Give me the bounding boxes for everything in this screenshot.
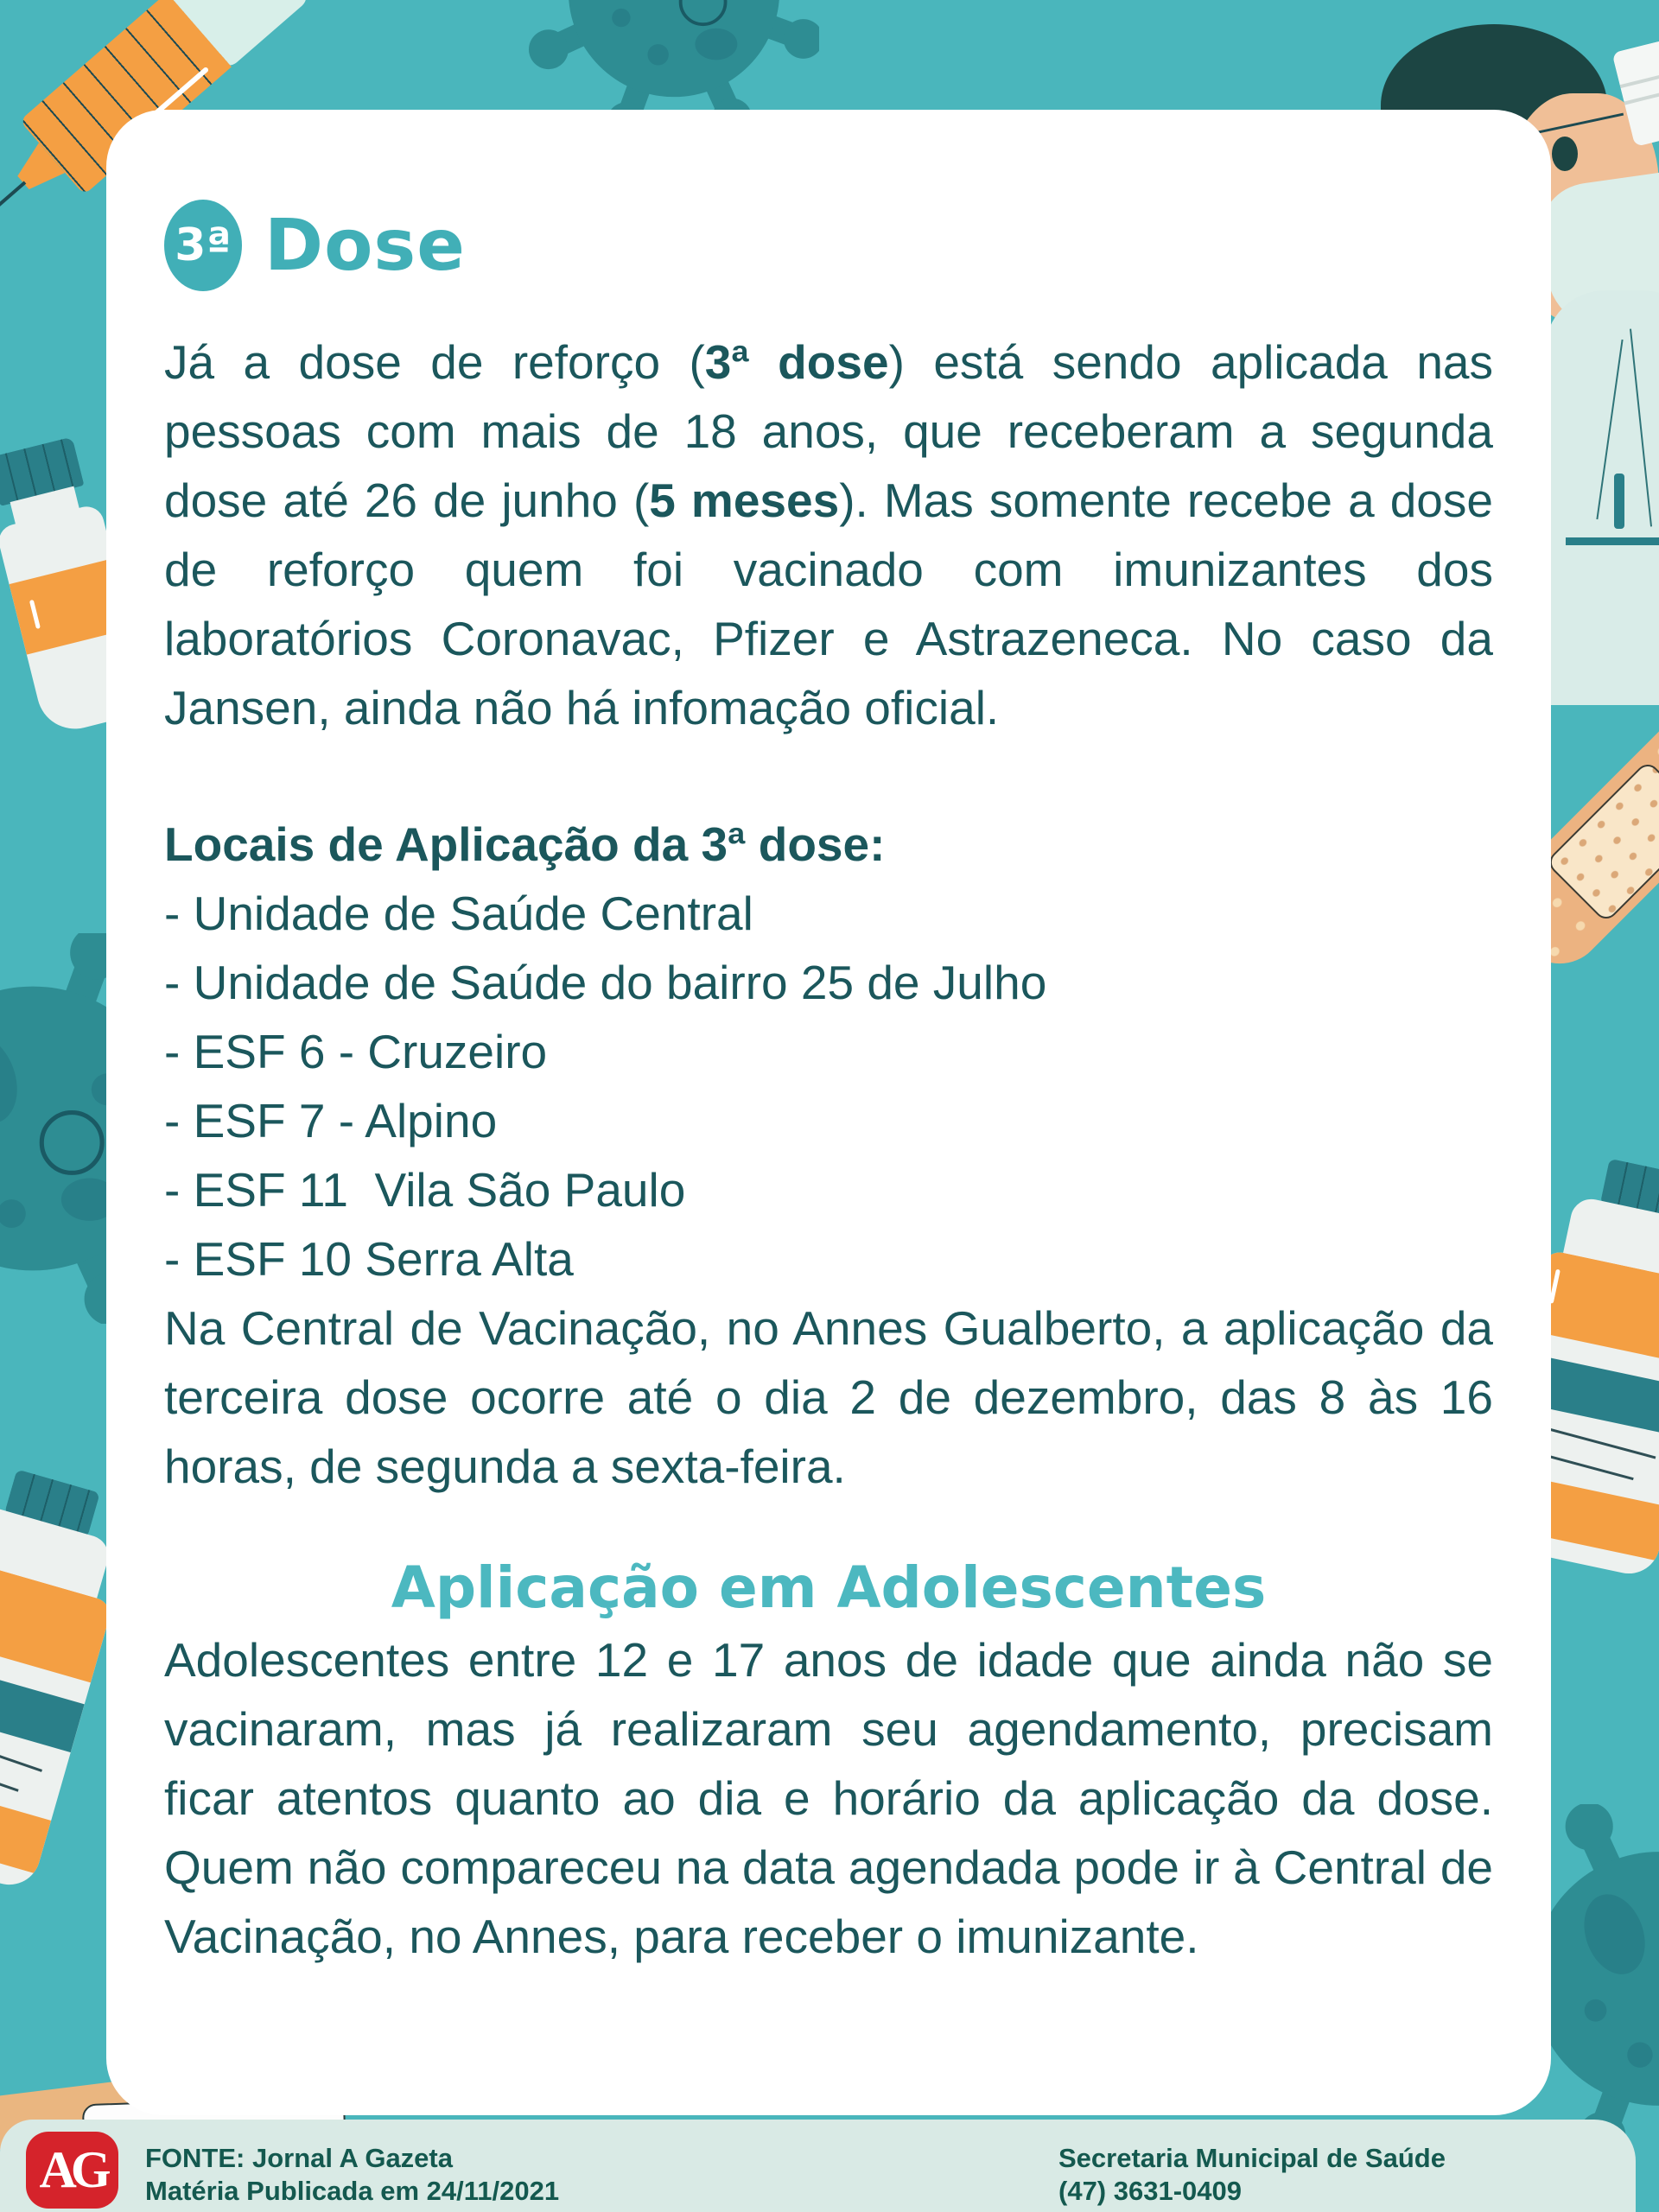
intro-paragraph [164,327,1493,742]
list-item: - ESF 7 - Alpino [164,1094,498,1147]
list-item: - ESF 6 - Cruzeiro [164,1025,548,1078]
adolescents-heading: Aplicação em Adolescentes [391,1554,1267,1621]
list-item: - ESF 10 Serra Alta [164,1232,574,1286]
page-title [164,200,1493,291]
list-item: - Unidade de Saúde Central [164,887,753,940]
page-title-text: Dose [264,204,466,287]
intro-text: ). Mas somente recebe a dose de reforço quem foi vacinado com imunizantes dos laboratórios Coronavac, Pfizer e Astrazeneca. No caso da Jansen, ainda não há infomação oficial. [164,474,1493,734]
footer-contact-line2: (47) 3631-0409 [1058,2176,1242,2206]
footer-contact [1058,2142,1446,2208]
locations-heading: Locais de Aplicação da 3ª dose: [164,817,886,871]
dose-badge-label: 3ª [175,219,232,271]
doctor-pocket-line [1566,537,1659,545]
central-note-paragraph: Na Central de Vacinação, no Annes Gualberto, a aplicação da terceira dose ocorre até o dia 2 de dezembro, das 8 às 16 horas, de segunda a sexta-feira. [164,1301,1493,1493]
intro-text: ) está sendo aplicada nas pessoas com mais de 18 anos, que receberam a segunda dose até 26 de junho ( [164,335,1493,527]
footer-contact-line1: Secretaria Municipal de Saúde [1058,2143,1446,2173]
intro-text: Já a dose de reforço ( [164,335,705,389]
list-item: - ESF 11 Vila São Paulo [164,1163,686,1217]
intro-bold-3a-dose: 3ª dose [704,335,889,389]
doctor-pocket [1614,474,1624,529]
doctor-body [1545,290,1659,705]
list-item: - Unidade de Saúde do bairro 25 de Julho [164,956,1047,1009]
content-card [106,110,1551,2115]
footer-source-line2: Matéria Publicada em 24/11/2021 [145,2176,560,2206]
dose-badge [164,200,242,291]
adolescents-paragraph: Adolescentes entre 12 e 17 anos de idade que ainda não se vacinaram, mas já realizaram seu agendamento, precisam ficar atentos quanto ao dia e horário da aplicação da dose. Quem não compareceu na data agendada pode ir à Central de Vacinação, no Annes, para receber o imunizante. [164,1633,1493,1963]
doctor-ear [1552,137,1578,171]
intro-bold-5-meses: 5 meses [649,474,840,527]
ag-logo [26,2132,118,2209]
footer-source [145,2142,559,2208]
locations-list [164,879,1493,1294]
footer-source-line1: FONTE: Jornal A Gazeta [145,2143,453,2173]
ag-logo-text: AG [39,2141,105,2198]
footer [0,2120,1636,2212]
